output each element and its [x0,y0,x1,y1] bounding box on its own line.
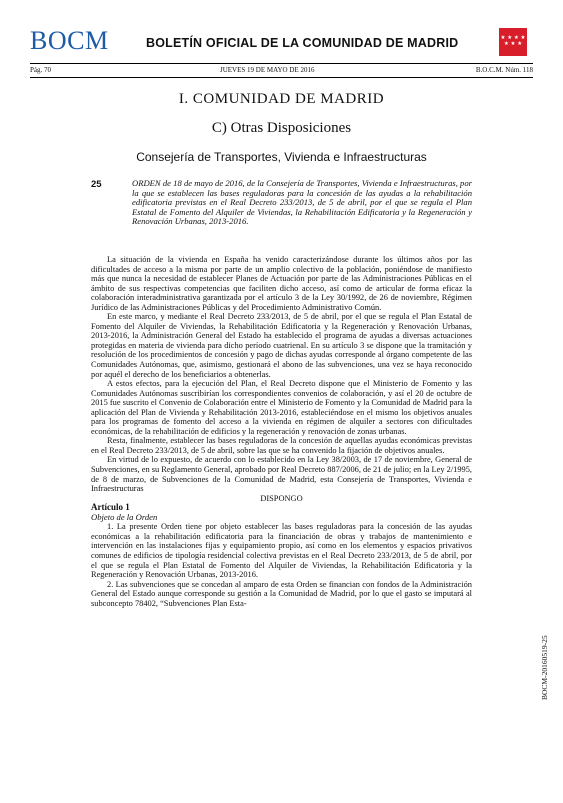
issue-number: B.O.C.M. Núm. 118 [475,66,533,74]
paragraph: En virtud de lo expuesto, de acuerdo con lo establecido en la Ley 38/2003, de 17 de noviembre, General de Subvenciones, en su Reglamento General, aprobado por Real Decreto 887/2006, de 21 de julio; en la Ley 2/1995, de 8 de marzo, de Subvenciones de la Comunidad de Madrid, esta Consejería de Transportes, Vivienda e Infraestructuras [91,455,472,494]
order-summary: ORDEN de 18 de mayo de 2016, de la Consejería de Transportes, Vivienda e Infraestructuras, por la que se establecen las bases reguladoras para la concesión de las ayudas a la rehabilitación edificatoria previstas en el Real Decreto 233/2013, de 5 de abril, por el que se regula el Plan Estatal de Fomento del Alquiler de Viviendas, la Rehabilitación Edificatoria y la Regeneración y Renovación Urbanas, 2013-2016. [132,178,472,227]
section-title: I. COMUNIDAD DE MADRID [178,91,385,107]
article-subtitle: Objeto de la Orden [91,511,158,522]
dispongo-heading: DISPONGO [260,493,303,503]
document-code: BOCM-20160519-25 [540,635,549,700]
section-subtitle: C) Otras Disposiciones [211,120,352,136]
document-body [91,255,472,608]
paragraph: A estos efectos, para la ejecución del Plan, el Real Decreto dispone que el Ministerio de Fomento y las Comunidades Autónomas suscribirían los correspondientes convenios de colaboración, y así el 20 de octubre de 2015 fue suscrito el Convenio de Colaboración entre el Ministerio de Fomento y la Comunidad de Madrid para la aplicación del Plan de Vivienda y Rehabilitación 2013-2016, estableciéndose en el mismo los objetivos anuales para los programas de fomento del acceso a la vivienda en régimen de alquiler a sectores con dificultades económicas, de la rehabilitación de edificios y la regeneración y renovación de zonas urbanas. [91,379,472,436]
bocm-logo: BOCM [30,26,109,55]
header-rule-top [30,63,533,64]
page-meta [30,66,533,76]
publication-date: JUEVES 19 DE MAYO DE 2016 [220,66,315,74]
article-title: Artículo 1 [91,502,130,513]
page-number: Pág. 70 [30,66,51,74]
masthead [30,24,533,62]
department-name: Consejería de Transportes, Vivienda e Infraestructuras [136,150,427,164]
bulletin-title: BOLETÍN OFICIAL DE LA COMUNIDAD DE MADRID [146,36,459,50]
paragraph: En este marco, y mediante el Real Decreto 233/2013, de 5 de abril, por el que se regula el Plan Estatal de Fomento del Alquiler de Viviendas, la Rehabilitación Edificatoria y la Regeneración y Renovación Urbanas, 2013-2016, la Administración General del Estado ha establecido el programa de ayudas a diversas actuaciones protegidas en materia de vivienda para dicho período cuatrienal. En su artículo 3 se dispone que la tramitación y resolución de los procedimientos de concesión y pago de dichas ayudas corresponde al órgano competente de las Comunidades Autónomas, que, asimismo, gestionará el abono de las subvenciones, una vez se haya reconocido por aquél el derecho de los beneficiarios a obtenerlas. [91,312,472,379]
madrid-flag-icon: ★ ★ ★ ★ ★ ★ ★ [499,28,527,56]
order-number: 25 [91,179,102,190]
header-rule-bottom [30,77,533,78]
article-paragraph: 2. Las subvenciones que se concedan al amparo de esta Orden se financian con fondos de la Administración General del Estado aunque corresponde su gestión a la Comunidad de Madrid, por lo que el gasto se imputará al subconcepto 78402, “Subvenciones Plan Esta- [91,579,472,608]
paragraph: La situación de la vivienda en España ha venido caracterizándose durante los últimos años por las dificultades de acceso a la misma por parte de un amplio colectivo de la población, poniéndose de manifiesto más que nunca la necesidad de establecer Planes de Actuación por parte de las Administraciones Públicas en el ámbito de sus respectivas competencias que faciliten dicho acceso, así como de articular de forma eficaz la colaboración interadministrativa garantizada por el artículo 3 de la Ley 30/1992, de 26 de noviembre, Régimen Jurídico de las Administraciones Públicas y del Procedimiento Administrativo Común. [91,255,472,312]
paragraph: Resta, finalmente, establecer las bases reguladoras de la concesión de aquellas ayudas económicas previstas en el Real Decreto 233/2013, de 5 de abril, sobre las que se ha convenido la fijación de objetivos anuales. [91,436,472,455]
article-paragraph: 1. La presente Orden tiene por objeto establecer las bases reguladoras para la concesión de las ayudas económicas a la rehabilitación edificatoria para la financiación de obras y trabajos de mantenimiento e intervención en las instalaciones fijas y equipamiento propio, así como en los elementos y espacios privativos comunes de edificios de tipología residencial colectiva previstas en el Real Decreto 233/2013, de 5 de abril, por el que se regula el Plan Estatal de Fomento del Alquiler de Viviendas, la Rehabilitación Edificatoria y la Regeneración y Renovación Urbanas, 2013-2016. [91,522,472,580]
